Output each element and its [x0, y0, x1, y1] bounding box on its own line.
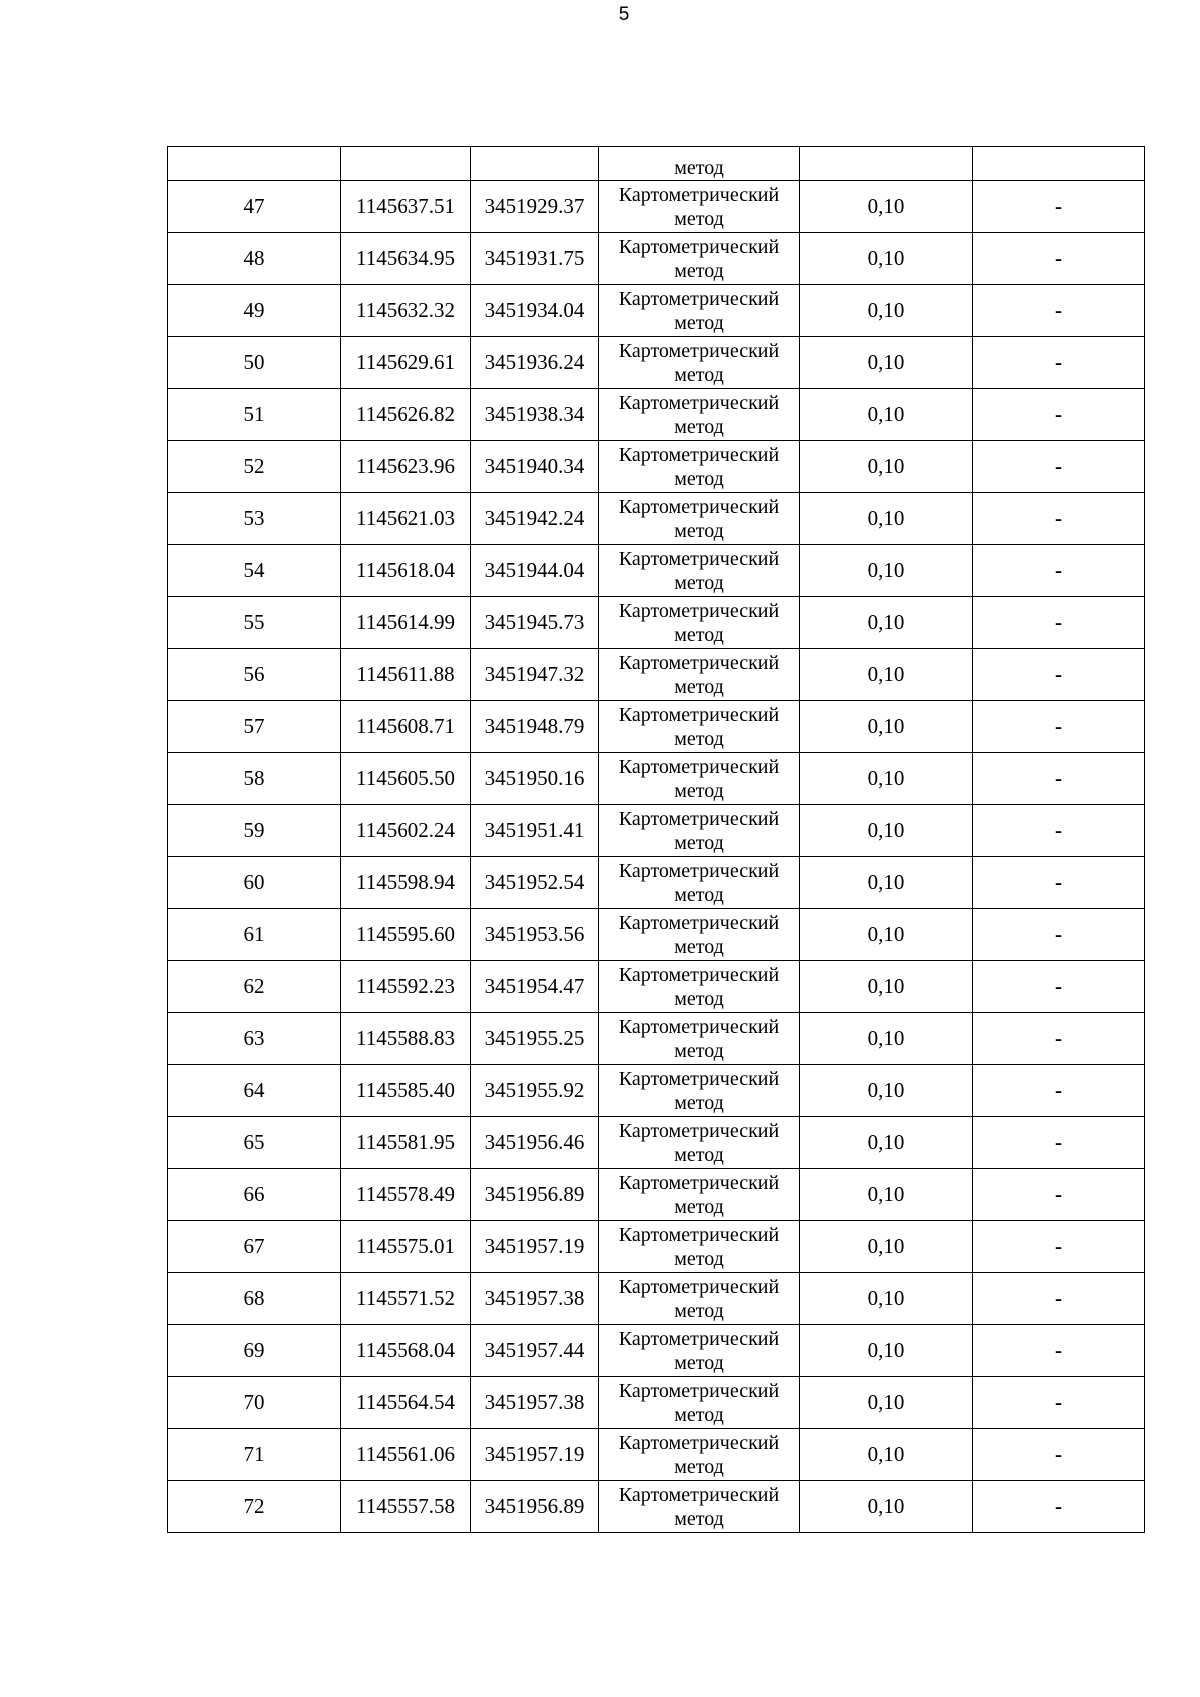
accuracy-cell: 0,10	[800, 285, 973, 337]
point-number-cell: 59	[168, 805, 341, 857]
x-coordinate-cell: 1145605.50	[341, 753, 471, 805]
method-line-word: метод	[674, 779, 724, 802]
note-cell: -	[973, 389, 1145, 441]
y-coordinate-cell: 3451956.89	[471, 1481, 599, 1533]
point-number-cell: 49	[168, 285, 341, 337]
y-coordinate-cell: 3451947.32	[471, 649, 599, 701]
point-number-cell	[168, 147, 341, 181]
note-cell: -	[973, 805, 1145, 857]
x-coordinate-cell: 1145623.96	[341, 441, 471, 493]
note-cell: -	[973, 649, 1145, 701]
y-coordinate-cell: 3451940.34	[471, 441, 599, 493]
x-coordinate-cell: 1145575.01	[341, 1221, 471, 1273]
table-row	[168, 909, 1145, 961]
point-number-cell: 71	[168, 1429, 341, 1481]
point-number-cell: 47	[168, 181, 341, 233]
note-cell: -	[973, 753, 1145, 805]
table-row	[168, 1273, 1145, 1325]
method-line-word: метод	[674, 1039, 724, 1062]
note-cell: -	[973, 1169, 1145, 1221]
y-coordinate-cell: 3451955.92	[471, 1065, 599, 1117]
table-row	[168, 1065, 1145, 1117]
point-number-cell: 60	[168, 857, 341, 909]
method-line-name: Картометрический	[618, 1327, 780, 1350]
accuracy-cell	[800, 147, 973, 181]
note-cell: -	[973, 1325, 1145, 1377]
note-cell: -	[973, 701, 1145, 753]
method-line-name: Картометрический	[618, 911, 780, 934]
table-row	[168, 285, 1145, 337]
y-coordinate-cell: 3451955.25	[471, 1013, 599, 1065]
method-cell	[599, 1481, 800, 1533]
method-line-name: Картометрический	[618, 391, 780, 414]
method-line-word: метод	[674, 727, 724, 750]
method-cell	[599, 597, 800, 649]
method-cell	[599, 1325, 800, 1377]
accuracy-cell: 0,10	[800, 337, 973, 389]
note-cell: -	[973, 545, 1145, 597]
note-cell: -	[973, 597, 1145, 649]
note-cell	[973, 147, 1145, 181]
note-cell: -	[973, 1429, 1145, 1481]
method-cell	[599, 1429, 800, 1481]
accuracy-cell: 0,10	[800, 389, 973, 441]
method-line-name: Картометрический	[618, 495, 780, 518]
point-number-cell: 48	[168, 233, 341, 285]
accuracy-cell: 0,10	[800, 1065, 973, 1117]
accuracy-cell: 0,10	[800, 545, 973, 597]
method-line-word: метод	[674, 1455, 724, 1478]
y-coordinate-cell: 3451952.54	[471, 857, 599, 909]
point-number-cell: 65	[168, 1117, 341, 1169]
accuracy-cell: 0,10	[800, 1221, 973, 1273]
table-row	[168, 805, 1145, 857]
accuracy-cell: 0,10	[800, 441, 973, 493]
method-line-name: Картометрический	[618, 1067, 780, 1090]
method-cell	[599, 181, 800, 233]
table-row	[168, 1221, 1145, 1273]
method-line-word: метод	[674, 675, 724, 698]
note-cell: -	[973, 337, 1145, 389]
accuracy-cell: 0,10	[800, 1429, 973, 1481]
note-cell: -	[973, 285, 1145, 337]
method-line-name: Картометрический	[618, 547, 780, 570]
point-number-cell: 57	[168, 701, 341, 753]
point-number-cell: 51	[168, 389, 341, 441]
table-row	[168, 389, 1145, 441]
note-cell: -	[973, 1065, 1145, 1117]
accuracy-cell: 0,10	[800, 597, 973, 649]
x-coordinate-cell: 1145634.95	[341, 233, 471, 285]
note-cell: -	[973, 1117, 1145, 1169]
accuracy-cell: 0,10	[800, 649, 973, 701]
method-cell	[599, 441, 800, 493]
x-coordinate-cell: 1145621.03	[341, 493, 471, 545]
table-row	[168, 1429, 1145, 1481]
method-line-name: Картометрический	[618, 1171, 780, 1194]
method-cell	[599, 909, 800, 961]
point-number-cell: 63	[168, 1013, 341, 1065]
y-coordinate-cell: 3451957.38	[471, 1273, 599, 1325]
x-coordinate-cell: 1145602.24	[341, 805, 471, 857]
table-row	[168, 649, 1145, 701]
point-number-cell: 64	[168, 1065, 341, 1117]
method-line-word: метод	[674, 467, 724, 490]
x-coordinate-cell: 1145581.95	[341, 1117, 471, 1169]
x-coordinate-cell	[341, 147, 471, 181]
table-row	[168, 1013, 1145, 1065]
point-number-cell: 52	[168, 441, 341, 493]
method-line-name: Картометрический	[618, 183, 780, 206]
method-cell	[599, 337, 800, 389]
method-line-word: метод	[674, 935, 724, 958]
x-coordinate-cell: 1145592.23	[341, 961, 471, 1013]
method-line-word: метод	[674, 311, 724, 334]
x-coordinate-cell: 1145598.94	[341, 857, 471, 909]
y-coordinate-cell: 3451956.46	[471, 1117, 599, 1169]
method-line-word: метод	[674, 1247, 724, 1270]
y-coordinate-cell: 3451931.75	[471, 233, 599, 285]
y-coordinate-cell: 3451929.37	[471, 181, 599, 233]
y-coordinate-cell: 3451936.24	[471, 337, 599, 389]
method-line-name: Картометрический	[618, 755, 780, 778]
note-cell: -	[973, 1013, 1145, 1065]
y-coordinate-cell: 3451944.04	[471, 545, 599, 597]
note-cell: -	[973, 1377, 1145, 1429]
table-row	[168, 1481, 1145, 1533]
note-cell: -	[973, 181, 1145, 233]
table-row	[168, 181, 1145, 233]
y-coordinate-cell: 3451956.89	[471, 1169, 599, 1221]
method-line-word: метод	[674, 1195, 724, 1218]
accuracy-cell: 0,10	[800, 857, 973, 909]
x-coordinate-cell: 1145608.71	[341, 701, 471, 753]
method-line-name: Картометрический	[618, 1431, 780, 1454]
y-coordinate-cell: 3451957.44	[471, 1325, 599, 1377]
method-cell	[599, 1169, 800, 1221]
point-number-cell: 58	[168, 753, 341, 805]
note-cell: -	[973, 1481, 1145, 1533]
method-line-name: Картометрический	[618, 235, 780, 258]
point-number-cell: 66	[168, 1169, 341, 1221]
table-row	[168, 441, 1145, 493]
method-line-name: Картометрический	[618, 443, 780, 466]
accuracy-cell: 0,10	[800, 1013, 973, 1065]
method-cell	[599, 961, 800, 1013]
accuracy-cell: 0,10	[800, 493, 973, 545]
point-number-cell: 54	[168, 545, 341, 597]
table-row	[168, 1325, 1145, 1377]
y-coordinate-cell: 3451954.47	[471, 961, 599, 1013]
point-number-cell: 67	[168, 1221, 341, 1273]
method-line-word: метод	[674, 1403, 724, 1426]
table-row	[168, 337, 1145, 389]
x-coordinate-cell: 1145626.82	[341, 389, 471, 441]
x-coordinate-cell: 1145595.60	[341, 909, 471, 961]
x-coordinate-cell: 1145561.06	[341, 1429, 471, 1481]
method-line-word: метод	[674, 363, 724, 386]
method-line-word: метод	[674, 415, 724, 438]
method-line-word: метод	[674, 1351, 724, 1374]
method-line-name: Картометрический	[618, 807, 780, 830]
method-line-name: Картометрический	[618, 1275, 780, 1298]
y-coordinate-cell: 3451957.19	[471, 1221, 599, 1273]
method-line-word: метод	[674, 1299, 724, 1322]
point-number-cell: 61	[168, 909, 341, 961]
y-coordinate-cell	[471, 147, 599, 181]
x-coordinate-cell: 1145618.04	[341, 545, 471, 597]
note-cell: -	[973, 441, 1145, 493]
y-coordinate-cell: 3451948.79	[471, 701, 599, 753]
note-cell: -	[973, 909, 1145, 961]
y-coordinate-cell: 3451950.16	[471, 753, 599, 805]
x-coordinate-cell: 1145588.83	[341, 1013, 471, 1065]
point-number-cell: 56	[168, 649, 341, 701]
method-cell	[599, 285, 800, 337]
table-row	[168, 753, 1145, 805]
accuracy-cell: 0,10	[800, 233, 973, 285]
accuracy-cell: 0,10	[800, 1481, 973, 1533]
accuracy-cell: 0,10	[800, 701, 973, 753]
note-cell: -	[973, 493, 1145, 545]
accuracy-cell: 0,10	[800, 1169, 973, 1221]
method-cell	[599, 1377, 800, 1429]
y-coordinate-cell: 3451957.38	[471, 1377, 599, 1429]
method-cell	[599, 857, 800, 909]
method-cell	[599, 1273, 800, 1325]
table-row	[168, 701, 1145, 753]
method-line-name: Картометрический	[618, 1015, 780, 1038]
point-number-cell: 62	[168, 961, 341, 1013]
table-row	[168, 1117, 1145, 1169]
accuracy-cell: 0,10	[800, 909, 973, 961]
table-row	[168, 1169, 1145, 1221]
table-row	[168, 961, 1145, 1013]
method-cell	[599, 753, 800, 805]
accuracy-cell: 0,10	[800, 181, 973, 233]
x-coordinate-cell: 1145568.04	[341, 1325, 471, 1377]
point-number-cell: 53	[168, 493, 341, 545]
point-number-cell: 72	[168, 1481, 341, 1533]
method-line-word: метод	[674, 883, 724, 906]
table-row	[168, 233, 1145, 285]
accuracy-cell: 0,10	[800, 805, 973, 857]
point-number-cell: 50	[168, 337, 341, 389]
x-coordinate-cell: 1145578.49	[341, 1169, 471, 1221]
method-line-word: метод	[674, 1143, 724, 1166]
point-number-cell: 68	[168, 1273, 341, 1325]
y-coordinate-cell: 3451934.04	[471, 285, 599, 337]
method-line-word: метод	[674, 519, 724, 542]
x-coordinate-cell: 1145614.99	[341, 597, 471, 649]
method-line-word: метод	[674, 831, 724, 854]
method-line-name: Картометрический	[618, 859, 780, 882]
method-line-word: метод	[674, 207, 724, 230]
method-cell	[599, 1013, 800, 1065]
method-cell	[599, 389, 800, 441]
method-cell	[599, 649, 800, 701]
method-line-name: Картометрический	[618, 703, 780, 726]
method-cell	[599, 545, 800, 597]
table-row	[168, 857, 1145, 909]
method-cell	[599, 1221, 800, 1273]
method-line-name: Картометрический	[618, 1379, 780, 1402]
x-coordinate-cell: 1145564.54	[341, 1377, 471, 1429]
table-row	[168, 1377, 1145, 1429]
accuracy-cell: 0,10	[800, 753, 973, 805]
table-row	[168, 545, 1145, 597]
accuracy-cell: 0,10	[800, 1377, 973, 1429]
method-cell	[599, 233, 800, 285]
method-line-name: Картометрический	[618, 963, 780, 986]
accuracy-cell: 0,10	[800, 1117, 973, 1169]
table-row	[168, 493, 1145, 545]
y-coordinate-cell: 3451951.41	[471, 805, 599, 857]
accuracy-cell: 0,10	[800, 961, 973, 1013]
y-coordinate-cell: 3451938.34	[471, 389, 599, 441]
method-line-word: метод	[674, 571, 724, 594]
method-line-word: метод	[674, 987, 724, 1010]
point-number-cell: 69	[168, 1325, 341, 1377]
point-number-cell: 55	[168, 597, 341, 649]
method-line-name: Картометрический	[618, 1483, 780, 1506]
method-cell	[599, 1065, 800, 1117]
method-line-name: Картометрический	[618, 287, 780, 310]
method-line-name: Картометрический	[618, 651, 780, 674]
accuracy-cell: 0,10	[800, 1273, 973, 1325]
method-line-word: метод	[674, 1507, 724, 1530]
method-line-name: Картометрический	[618, 1223, 780, 1246]
note-cell: -	[973, 857, 1145, 909]
note-cell: -	[973, 961, 1145, 1013]
method-cell	[599, 493, 800, 545]
y-coordinate-cell: 3451953.56	[471, 909, 599, 961]
method-cell	[599, 1117, 800, 1169]
accuracy-cell: 0,10	[800, 1325, 973, 1377]
method-line-word: метод	[674, 259, 724, 282]
coordinates-table-body	[168, 147, 1145, 1533]
y-coordinate-cell: 3451957.19	[471, 1429, 599, 1481]
method-line-name: Картометрический	[618, 339, 780, 362]
x-coordinate-cell: 1145632.32	[341, 285, 471, 337]
y-coordinate-cell: 3451942.24	[471, 493, 599, 545]
method-cell	[599, 805, 800, 857]
note-cell: -	[973, 1221, 1145, 1273]
x-coordinate-cell: 1145557.58	[341, 1481, 471, 1533]
x-coordinate-cell: 1145585.40	[341, 1065, 471, 1117]
method-cell	[599, 701, 800, 753]
x-coordinate-cell: 1145637.51	[341, 181, 471, 233]
method-cell: метод	[599, 147, 800, 181]
page-number: 5	[618, 4, 630, 25]
x-coordinate-cell: 1145629.61	[341, 337, 471, 389]
x-coordinate-cell: 1145611.88	[341, 649, 471, 701]
y-coordinate-cell: 3451945.73	[471, 597, 599, 649]
table-row	[168, 597, 1145, 649]
method-line-word: метод	[674, 1091, 724, 1114]
x-coordinate-cell: 1145571.52	[341, 1273, 471, 1325]
method-line-name: Картометрический	[618, 599, 780, 622]
coordinates-table	[167, 146, 1145, 1533]
point-number-cell: 70	[168, 1377, 341, 1429]
note-cell: -	[973, 233, 1145, 285]
method-line-word: метод	[674, 623, 724, 646]
continuation-row	[168, 147, 1145, 181]
note-cell: -	[973, 1273, 1145, 1325]
method-line-name: Картометрический	[618, 1119, 780, 1142]
